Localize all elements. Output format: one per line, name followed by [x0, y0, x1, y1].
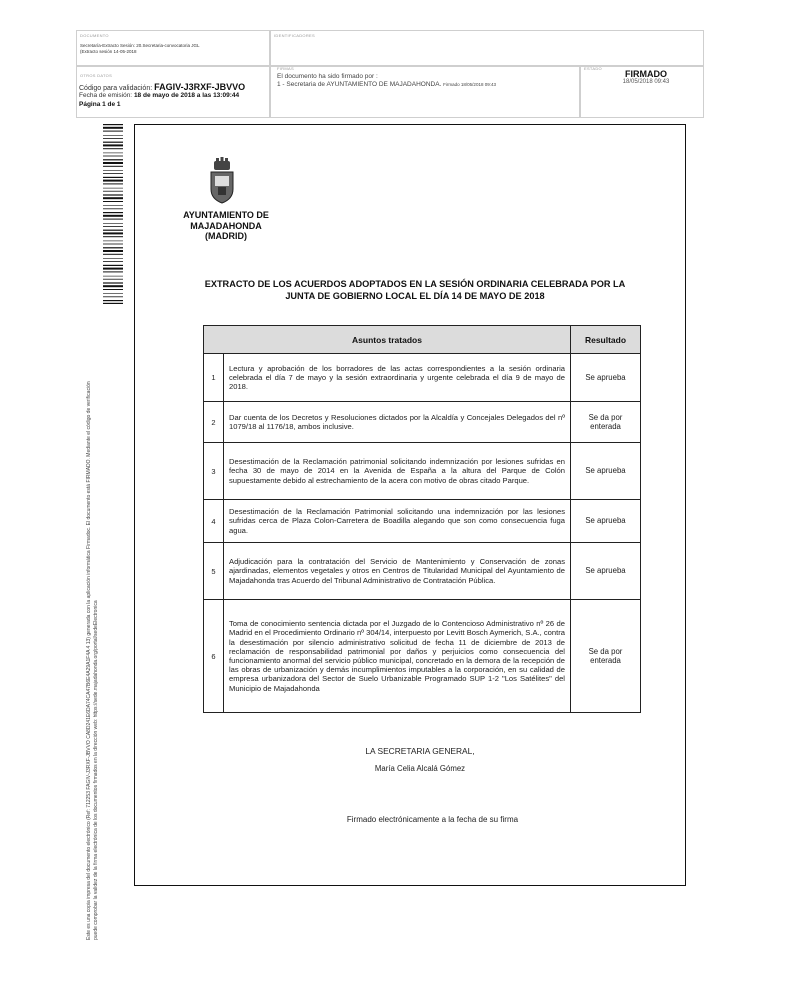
row-number: 4: [204, 500, 224, 543]
row-number: 5: [204, 543, 224, 600]
signature-note: Firmado electrónicamente a la fecha de su firma: [346, 815, 519, 824]
table-row: [204, 443, 641, 500]
identificadores-label: IDENTIFICADORES: [274, 33, 315, 38]
row-result: Se aprueba: [571, 500, 641, 543]
row-subject: Dar cuenta de los Decretos y Resoluciones dictados por la Alcaldía y Concejales Delegados del nº 1079/18 al 1176/18, ambos inclusive.: [224, 402, 571, 443]
documento-line1: Secretaría-Extracto Sesión: 20.Secretaria-convocatoria JGL: [80, 43, 200, 48]
estado-label: ESTADO: [584, 66, 602, 71]
side-text-line2: puede comprobar la validez de la firma electrónica de los documentos firmados en la dirección web: https://sede.majadahonda.org/portal/sedeElectronica: [93, 600, 99, 940]
documento-box: [76, 30, 270, 66]
table-row: [204, 500, 641, 543]
identificadores-box: [270, 30, 704, 66]
validation-code-value: FAGIV-J3RXF-JBVVO: [154, 82, 246, 92]
firmas-box: [270, 66, 580, 118]
side-verification-text: [86, 290, 100, 940]
emission-date: [79, 92, 239, 99]
organization-name: [174, 210, 278, 242]
organization-line1: AYUNTAMIENTO DE: [183, 210, 269, 220]
table-row: [204, 600, 641, 713]
estado-value: FIRMADO: [625, 69, 667, 79]
validation-code-label: Código para validación:: [79, 85, 153, 92]
row-result: Se da por enterada: [571, 600, 641, 713]
signature-name: María Celia Alcalá Gómez: [374, 764, 466, 773]
signature-title: LA SECRETARIA GENERAL,: [365, 746, 475, 756]
estado-date: 18/05/2018 09:43: [622, 79, 670, 85]
document-title: [180, 278, 650, 302]
firmas-line1: El documento ha sido firmado por :: [277, 73, 378, 80]
row-result: Se da por enterada: [571, 402, 641, 443]
title-line1: EXTRACTO DE LOS ACUERDOS ADOPTADOS EN LA SESIÓN ORDINARIA CELEBRADA POR LA: [204, 279, 626, 289]
table-row: [204, 402, 641, 443]
row-result: Se aprueba: [571, 354, 641, 402]
row-subject: Lectura y aprobación de los borradores de las actas correspondientes a la sesión ordinaria celebrada el día 7 de mayo y la sesión extraordinaria y urgente celebrada el día 9 de mayo de 2018.: [224, 354, 571, 402]
barcode-icon: [103, 124, 123, 304]
side-text-line1: Este es una copia impresa del documento electrónico (Ref: 712253 FAGIV-J3RXF-JBVVO CA8D241E6DA74CA47B6E4A29A1F4A 4 13) generada con la aplicación informática Firmadoc. El documento está FIRMADO. Mediante el código de verificación: [86, 381, 92, 940]
row-number: 2: [204, 402, 224, 443]
column-header-subject: Asuntos tratados: [204, 326, 571, 354]
title-line2: JUNTA DE GOBIERNO LOCAL EL DÍA 14 DE MAYO DE 2018: [285, 291, 545, 301]
validation-code: [79, 82, 245, 92]
row-number: 6: [204, 600, 224, 713]
organization-line2: MAJADAHONDA: [190, 220, 262, 231]
coat-of-arms-icon: [205, 157, 239, 205]
row-result: Se aprueba: [571, 443, 641, 500]
row-number: 3: [204, 443, 224, 500]
column-header-result: Resultado: [571, 326, 641, 354]
row-subject: Adjudicación para la contratación del Servicio de Mantenimiento y Conservación de zonas ajardinadas, elementos vegetales y otros en Centros de Titularidad Municipal del Ayuntamiento de Majadahonda tras Acuerdo del Tribunal Administrativo de Contratación Pública.: [224, 543, 571, 600]
otros-datos-label: OTROS DATOS: [80, 73, 113, 78]
row-number: 1: [204, 354, 224, 402]
page-count: Página 1 de 1: [79, 101, 121, 108]
agenda-table: [203, 325, 641, 713]
emission-date-label: Fecha de emisión:: [79, 92, 133, 99]
firmas-signer: 1 - Secretaria de AYUNTAMIENTO DE MAJADAHONDA.: [277, 81, 442, 88]
documento-label: DOCUMENTO: [80, 33, 109, 38]
table-row: [204, 354, 641, 402]
documento-line2: (Extracto sesión 14-05-2018: [80, 49, 137, 54]
firmas-label: FIRMAS: [277, 66, 294, 71]
row-subject: Desestimación de la Reclamación Patrimonial solicitando una indemnización por las lesiones sufridas cerca de Plaza Colon-Carretera de Boadilla alegando que son como consecuencia fuga agua.: [224, 500, 571, 543]
row-result: Se aprueba: [571, 543, 641, 600]
row-subject: Desestimación de la Reclamación patrimonial solicitando indemnización por lesiones sufridas en fecha 30 de mayo de 2014 en la Avenida de España a la altura del Parque de Colón supuestamente debido al estrechamiento de la acera con motivo de obras citado Parque.: [224, 443, 571, 500]
emission-date-value: 18 de mayo de 2018 a las 13:09:44: [133, 92, 240, 99]
organization-line3: (MADRID): [205, 231, 247, 241]
row-subject: Toma de conocimiento sentencia dictada por el Juzgado de lo Contencioso Administrativo nº 26 de Madrid en el Procedimiento Ordinario nº 304/14, interpuesto por Levitt Bosch Aymerich, S.A., contra la desestimación por silencio administrativo solicitud de fecha 11 de diciembre de 2013 de reclamación de responsabilidad patrimonial por daños y perjuicios como consecuencia del funcionamiento anormal del servicio público municipal, concretado en la demora de la recepción de las obras de urbanización y demás incumplimientos imputables a la corporación, en su calidad de empresa urbanizadora del Sector de Suelo Urbanizable Programado SUP 1-2 "Los Satélites" del Municipio de Majadahonda: [224, 600, 571, 713]
firmas-line2: [277, 81, 496, 89]
table-header-row: [204, 326, 641, 354]
table-row: [204, 543, 641, 600]
firmas-signed-date: Firmado 18/05/2018 09:43: [443, 82, 496, 87]
